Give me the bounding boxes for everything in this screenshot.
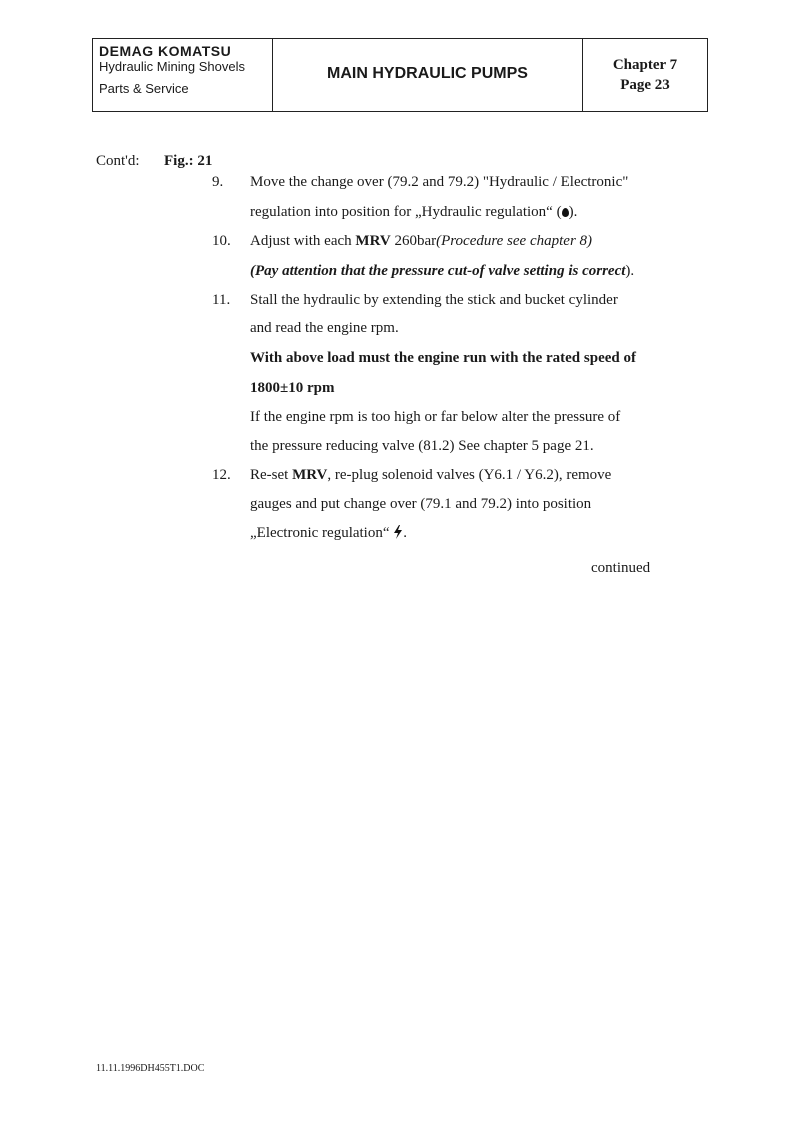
step-number-9: 9. (212, 174, 224, 190)
step-11-line-5: If the engine rpm is too high or far below alter the pressure of (250, 409, 621, 425)
figure-reference: Fig.: 21 (164, 153, 213, 169)
step-number-12: 12. (212, 467, 231, 483)
step-11-line-6: the pressure reducing valve (81.2) See chapter 5 page 21. (250, 438, 594, 454)
oil-drop-icon (562, 208, 569, 217)
step-11-line-4: 1800±10 rpm (250, 380, 335, 396)
continued-label: continued (591, 560, 651, 576)
step-11-line-3: With above load must the engine run with the rated speed of (250, 350, 636, 366)
step-10-line-2: (Pay attention that the pressure cut-of valve setting is correct). (250, 263, 635, 279)
step-9-line-2: regulation into position for „Hydraulic regulation“ ( ). (250, 204, 578, 220)
brand-logo-text: DEMAG KOMATSU (99, 43, 232, 59)
step-number-11: 11. (212, 292, 231, 308)
chapter-block (583, 39, 707, 111)
contd-label: Cont'd: (96, 153, 140, 169)
step-10-line-1: Adjust with each MRV 260bar(Procedure see chapter 8) (250, 233, 593, 249)
step-number-10: 10. (212, 233, 231, 249)
company-block (93, 39, 273, 111)
step-12-line-3: „Electronic regulation“ . (250, 525, 408, 541)
step-9-line-1: Move the change over (79.2 and 79.2) "Hydraulic / Electronic" (250, 174, 629, 190)
step-11-line-1: Stall the hydraulic by extending the stick and bucket cylinder (250, 292, 618, 308)
document-header (92, 38, 708, 112)
document-title: MAIN HYDRAULIC PUMPS (273, 39, 583, 111)
step-11-line-2: and read the engine rpm. (250, 320, 399, 336)
footer-filename: 11.11.1996DH455T1.DOC (96, 1063, 205, 1074)
chapter-label: Chapter 7 (612, 57, 678, 73)
step-12-line-2: gauges and put change over (79.1 and 79.2) into position (250, 496, 592, 512)
brand-subtitle-2: Parts & Service (99, 81, 189, 96)
brand-subtitle: Hydraulic Mining Shovels (99, 59, 245, 74)
lightning-icon (393, 525, 403, 539)
step-12-line-1: Re-set MRV, re-plug solenoid valves (Y6.1 / Y6.2), remove (250, 467, 612, 483)
page-label: Page 23 (620, 77, 670, 93)
